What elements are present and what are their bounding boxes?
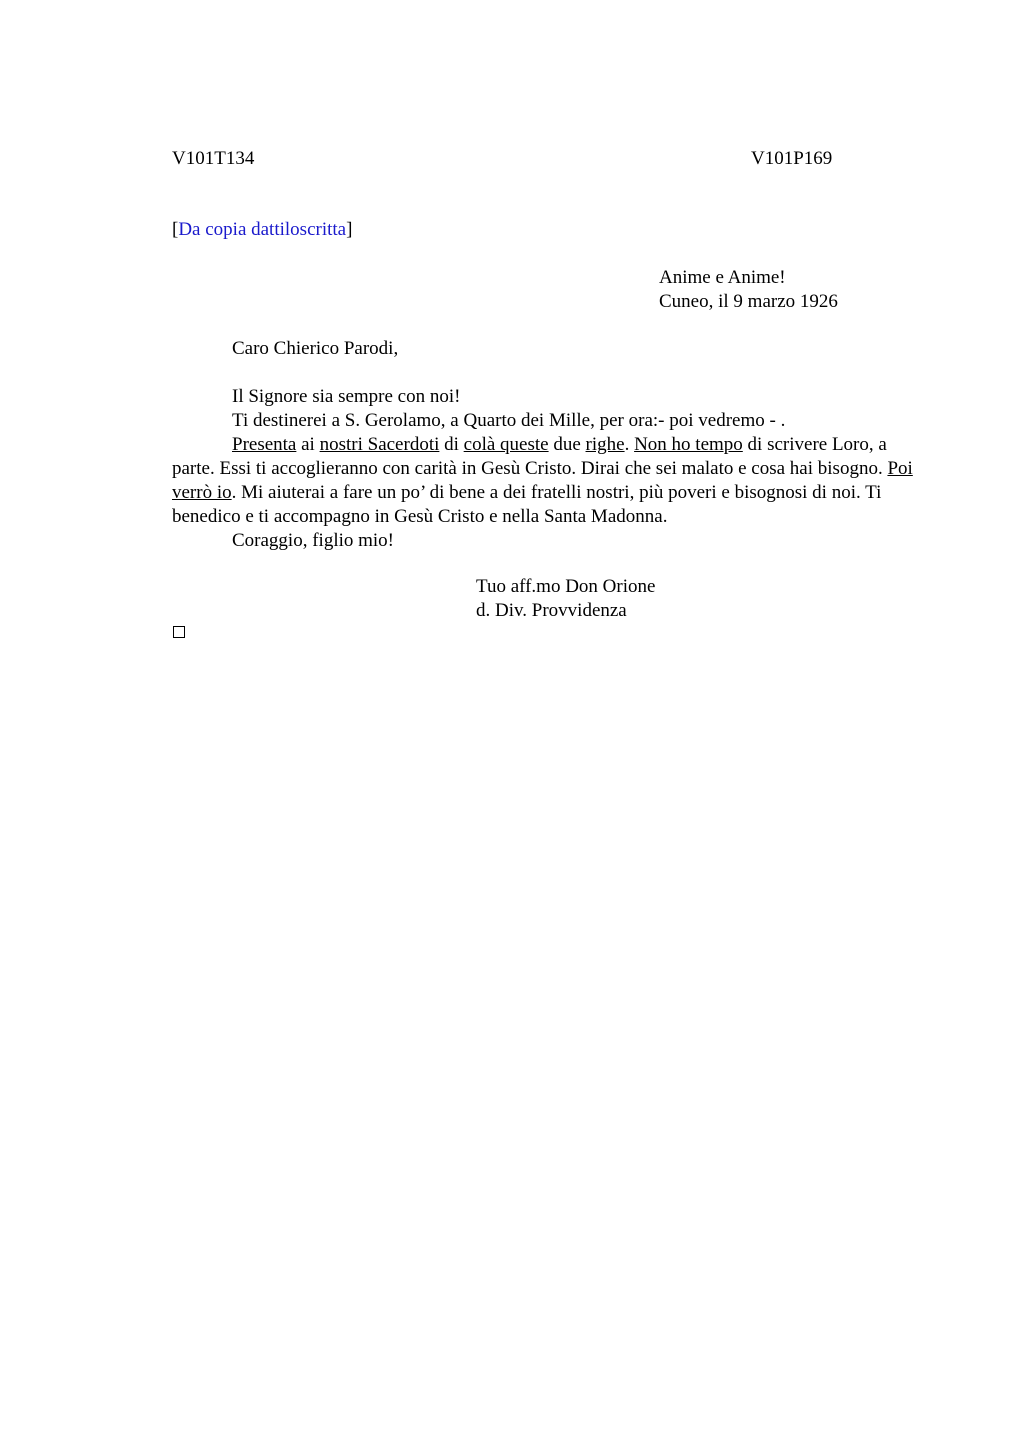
source-close-bracket: ]: [346, 219, 353, 240]
source-note-link[interactable]: Da copia dattiloscritta: [178, 219, 347, 240]
body-text: di scrivere Loro, a parte. Essi ti accoglieranno con carità in Gesù Cristo. Dirai che sei malato e cosa hai bisogno.: [172, 434, 888, 479]
underlined-nostri-sacerdoti: nostri Sacerdoti: [319, 434, 440, 455]
underlined-poi-verro-io: Poi verrò io: [172, 458, 913, 503]
dateline-place-date: Cuneo, il 9 marzo 1926: [659, 291, 838, 312]
document-reference-left: V101T134: [172, 148, 255, 169]
body-line-courage: Coraggio, figlio mio!: [232, 530, 395, 551]
underlined-righe: righe: [585, 434, 625, 455]
underlined-cola-queste: colà queste: [463, 434, 549, 455]
signature: [476, 575, 655, 623]
salutation: Caro Chierico Parodi,: [232, 338, 399, 359]
body-line-destination: Ti destinerei a S. Gerolamo, a Quarto dei Mille, per ora:- poi vedremo - .: [232, 410, 786, 431]
dateline-motto: Anime e Anime!: [659, 267, 786, 288]
body-text: due: [548, 434, 586, 455]
body-text: di: [439, 434, 464, 455]
underlined-presenta: Presenta: [232, 434, 297, 455]
underlined-non-ho-tempo: Non ho tempo: [634, 434, 743, 455]
signature-line-2: d. Div. Provvidenza: [476, 600, 627, 621]
body-text: .: [624, 434, 635, 455]
body-paragraph-main: [172, 433, 922, 529]
letter-body: [172, 385, 922, 553]
source-open-bracket: [: [172, 219, 179, 240]
document-reference-right: V101P169: [751, 148, 833, 169]
dateline: [659, 266, 838, 314]
body-text: ai: [296, 434, 320, 455]
source-note: [172, 218, 352, 242]
body-text: . Mi aiuterai a fare un po’ di bene a dei fratelli nostri, più poveri e bisognosi di noi. Ti benedico e ti accompagno in Gesù Cristo e nella Santa Madonna.: [172, 482, 882, 527]
end-marker-square-icon: [173, 626, 185, 638]
body-line-greeting: Il Signore sia sempre con noi!: [232, 386, 461, 407]
signature-line-1: Tuo aff.mo Don Orione: [476, 576, 656, 597]
